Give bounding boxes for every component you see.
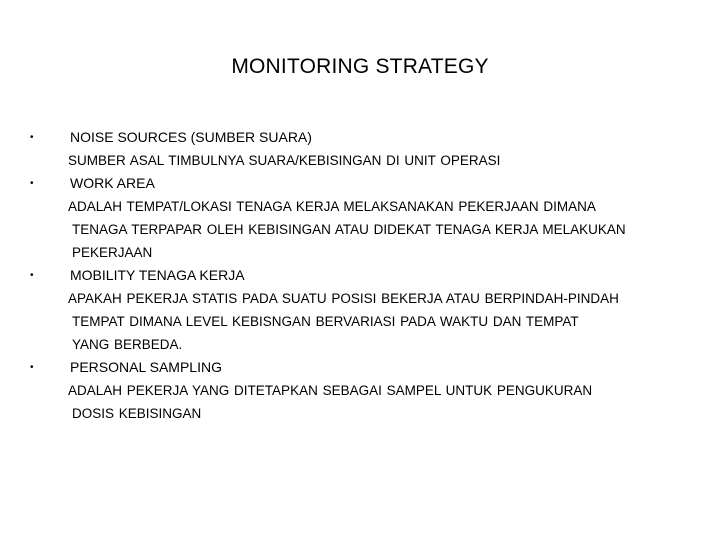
bullet-body-line: YANG BERBEDA. (72, 337, 183, 352)
bullet-body-line: ADALAH PEKERJA YANG DITETAPKAN SEBAGAI SAMPEL UNTUK PENGUKURAN (68, 383, 593, 398)
bullet-dot-icon: • (30, 178, 34, 189)
bullet-dot-icon: • (30, 270, 34, 281)
bullet-list (30, 126, 700, 425)
bullet-item-mobility (30, 264, 700, 356)
bullet-heading: MOBILITY TENAGA KERJA (70, 267, 245, 283)
bullet-body (70, 149, 700, 172)
bullet-body-line: SUMBER ASAL TIMBULNYA SUARA/KEBISINGAN DI UNIT OPERASI (68, 153, 501, 168)
bullet-body (70, 195, 700, 264)
bullet-body (70, 379, 700, 425)
slide-title: MONITORING STRATEGY (231, 55, 489, 78)
bullet-body-line: TENAGA TERPAPAR OLEH KEBISINGAN ATAU DIDEKAT TENAGA KERJA MELAKUKAN (72, 222, 626, 237)
bullet-item-work-area (30, 172, 700, 264)
bullet-body-line: APAKAH PEKERJA STATIS PADA SUATU POSISI BEKERJA ATAU BERPINDAH-PINDAH (68, 291, 619, 306)
bullet-body-line: DOSIS KEBISINGAN (72, 406, 202, 421)
bullet-item-personal-sampling (30, 356, 700, 425)
bullet-heading: PERSONAL SAMPLING (70, 359, 222, 375)
bullet-dot-icon: • (30, 132, 34, 143)
bullet-heading: NOISE SOURCES (SUMBER SUARA) (70, 129, 312, 145)
bullet-dot-icon: • (30, 362, 34, 373)
bullet-body-line: TEMPAT DIMANA LEVEL KEBISNGAN BERVARIASI PADA WAKTU DAN TEMPAT (72, 314, 579, 329)
bullet-heading: WORK AREA (70, 175, 155, 191)
bullet-body (70, 287, 700, 356)
bullet-body-line: ADALAH TEMPAT/LOKASI TENAGA KERJA MELAKSANAKAN PEKERJAAN DIMANA (68, 199, 596, 214)
bullet-body-line: PEKERJAAN (72, 245, 153, 260)
bullet-item-noise-sources (30, 126, 700, 172)
